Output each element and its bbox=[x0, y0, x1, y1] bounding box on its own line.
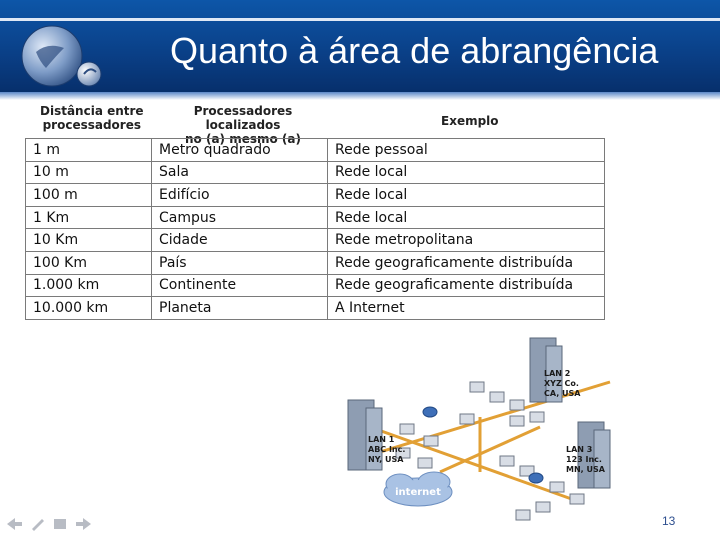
lan2-label-line: CA, USA bbox=[544, 389, 581, 398]
pen-icon[interactable] bbox=[32, 519, 44, 531]
arrow-right-icon[interactable] bbox=[76, 518, 91, 530]
header-divider bbox=[0, 18, 720, 21]
cell-distance: 1.000 km bbox=[26, 274, 152, 297]
table-row bbox=[26, 139, 605, 162]
lan1-label-line: LAN 1 bbox=[368, 435, 395, 444]
slide-title: Quanto à área de abrangência bbox=[170, 30, 659, 71]
lan3-label-line: MN, USA bbox=[566, 465, 605, 474]
cell-distance: 10 Km bbox=[26, 229, 152, 252]
nav-controls bbox=[4, 514, 94, 534]
coverage-table-body bbox=[26, 139, 605, 320]
cell-distance: 1 Km bbox=[26, 206, 152, 229]
header-fade bbox=[0, 92, 720, 100]
cell-example: A Internet bbox=[328, 297, 605, 320]
cell-example: Rede geograficamente distribuída bbox=[328, 251, 605, 274]
internet-cloud-icon bbox=[384, 472, 452, 506]
cell-example: Rede metropolitana bbox=[328, 229, 605, 252]
cell-location: Edifício bbox=[152, 184, 328, 207]
cell-example: Rede local bbox=[328, 161, 605, 184]
cell-example: Rede pessoal bbox=[328, 139, 605, 162]
cell-location: Metro quadrado bbox=[152, 139, 328, 162]
table-row bbox=[26, 229, 605, 252]
table-row bbox=[26, 184, 605, 207]
network-diagram bbox=[340, 332, 620, 540]
cell-distance: 1 m bbox=[26, 139, 152, 162]
page-number: 13 bbox=[662, 514, 676, 528]
lan1-label bbox=[368, 435, 405, 464]
lan2-label-line: XYZ Co. bbox=[544, 379, 579, 388]
lan1-label-line: ABC Inc. bbox=[368, 445, 406, 454]
cell-distance: 100 m bbox=[26, 184, 152, 207]
header-location-line2: no (a) mesmo (a) bbox=[185, 132, 301, 146]
coverage-table bbox=[25, 138, 605, 320]
cell-location: País bbox=[152, 251, 328, 274]
slide-header bbox=[0, 0, 720, 100]
header-example: Exemplo bbox=[441, 114, 499, 128]
lan3-label-line: 123 Inc. bbox=[566, 455, 602, 464]
lan2-label-line: LAN 2 bbox=[544, 369, 571, 378]
table-row bbox=[26, 251, 605, 274]
cell-distance: 10 m bbox=[26, 161, 152, 184]
internet-label: internet bbox=[395, 487, 441, 498]
cell-example: Rede geograficamente distribuída bbox=[328, 274, 605, 297]
cell-example: Rede local bbox=[328, 206, 605, 229]
globe-logo-icon bbox=[12, 22, 112, 92]
header-location-line1: Processadores localizados bbox=[193, 104, 293, 132]
screen-icon[interactable] bbox=[54, 519, 66, 529]
header-distance-line2: processadores bbox=[42, 118, 141, 132]
cell-location: Planeta bbox=[152, 297, 328, 320]
header-distance bbox=[40, 104, 144, 132]
cell-distance: 10.000 km bbox=[26, 297, 152, 320]
table-row bbox=[26, 206, 605, 229]
cell-location: Sala bbox=[152, 161, 328, 184]
header-distance-line1: Distância entre bbox=[40, 104, 144, 118]
cell-location: Campus bbox=[152, 206, 328, 229]
table-row bbox=[26, 297, 605, 320]
cell-distance: 100 Km bbox=[26, 251, 152, 274]
cell-location: Continente bbox=[152, 274, 328, 297]
cell-example: Rede local bbox=[328, 184, 605, 207]
lan3-label-line: LAN 3 bbox=[566, 445, 593, 454]
arrow-left-icon[interactable] bbox=[7, 518, 22, 530]
lan2-label bbox=[544, 369, 581, 398]
cell-location: Cidade bbox=[152, 229, 328, 252]
table-row bbox=[26, 274, 605, 297]
table-row bbox=[26, 161, 605, 184]
lan1-label-line: NY, USA bbox=[368, 455, 404, 464]
